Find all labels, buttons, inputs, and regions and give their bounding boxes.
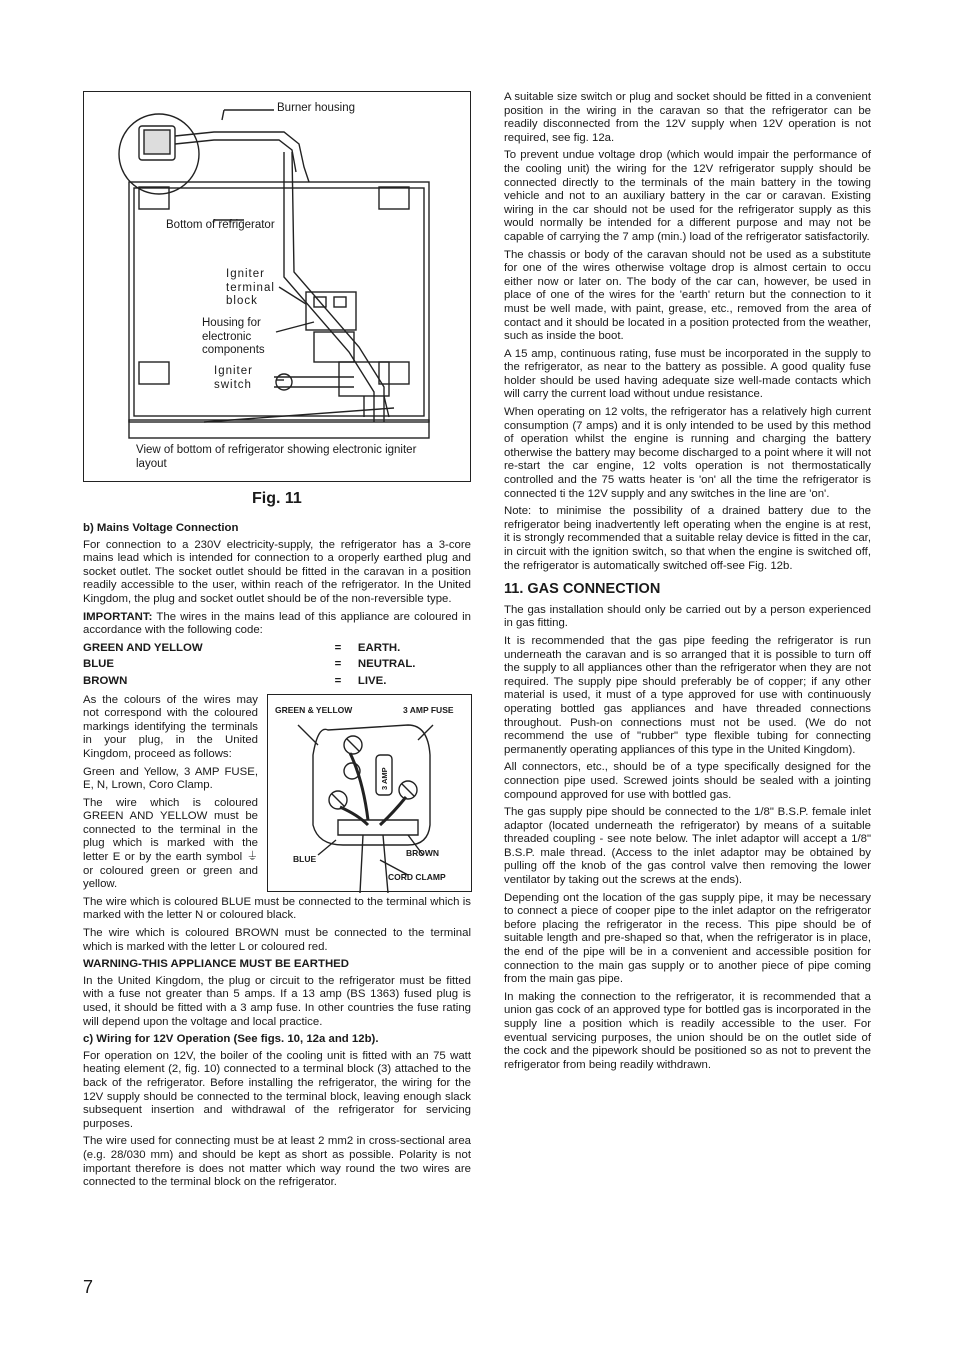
figure-11-diagram — [83, 91, 471, 482]
code-meaning: EARTH. — [357, 641, 401, 654]
right-column — [504, 91, 871, 1076]
code-colour: BROWN — [83, 674, 128, 687]
plug-label-brown: BROWN — [406, 847, 440, 858]
plug-label-fuse: 3 AMP FUSE — [403, 704, 454, 715]
plug-wiring-diagram — [267, 694, 472, 892]
code-colour: GREEN AND YELLOW — [83, 641, 203, 654]
plug-label-blue: BLUE — [293, 853, 317, 864]
right-paragraph-6: Note: to minimise the possibility of a drained battery due to the refrigerator being inadvertently left operating when the engine is at rest, it is strongly recommended that a suitable relay device is fitted in the car, in circuit with the ignition switch, so that when the engine is switched off, the refrigerator is automatically switched off-see Fig. 12b. — [504, 505, 871, 572]
gas-paragraph-5: Depending ont the location of the gas supply pipe, it may be necessary to connect a piece of cooper pipe to the inlet adaptor on the refrigerator before placing the refrigerator in the recess. This pipe should be of suitable length and pre-shaped so that, when the refrigerator is in place, the end of the pipe will be in a convenient and accessible position for connection to the main gas supply or to another piece of pipe coming from the main gas pipe. — [504, 891, 871, 986]
green-yellow-paragraph: The wire which is coloured GREEN AND YELLOW must be connected to the terminal in the plug which is marked with the letter E or by the earth symbol ⏚ or coloured green or green and yellow. — [83, 796, 258, 891]
important-paragraph — [83, 611, 471, 638]
earth-symbol-icon: ⏚ — [246, 851, 258, 864]
figure-view-caption: View of bottom of refrigerator showing electronic igniter layout — [136, 444, 417, 470]
right-paragraph-2: To prevent undue voltage drop (which would impair the performance of the cooling unit) the wiring for the 12V refrigerator supply should be connected directly to the terminals of the main battery in the towing vehicle and not to an auxiliary battery in the car or caravan. Existing wiring in the car should not be used for the refrigerator supply as this would normally be intended for a different purpose and may not be capable of carrying the 7 amp (min.) load of the refrigerator satisfactorily. — [504, 149, 871, 243]
colours-paragraph: As the colours of the wires may not correspond with the coloured markings identifying the terminals in your plug, in the United Kingdom, proceed as follows: — [83, 693, 258, 760]
mains-heading: b) Mains Voltage Connection — [83, 522, 239, 534]
code-meaning: LIVE. — [357, 674, 387, 687]
plug-label-cord-clamp: CORD CLAMP — [388, 871, 446, 882]
code-colour: BLUE — [83, 658, 115, 671]
blue-paragraph: The wire which is coloured BLUE must be connected to the terminal which is marked with the letter N or coloured black. — [83, 895, 471, 922]
label-igniter-switch: Igniter switch — [214, 365, 253, 391]
green-paragraph: Green and Yellow, 3 AMP FUSE, E, N, Lrown, Coro Clamp. — [83, 765, 258, 792]
table-row — [83, 675, 471, 692]
gas-paragraph-6: In making the connection to the refrigerator, it is recommended that a union gas cock of an approved type for bottled gas is incorporated in the supply line a position which is readily accessible to the user. For eventual servicing purposes, the union should be on the outlet side of the cock and the pipework should be positioned so as not to prevent the refrigerator from being readily withdrawn. — [504, 990, 871, 1071]
figure-caption: Fig. 11 — [252, 490, 302, 507]
plug-section — [83, 694, 471, 892]
brown-paragraph: The wire which is coloured BROWN must be connected to the terminal which is marked with the letter L or coloured red. — [83, 927, 471, 953]
right-paragraph-4: A 15 amp, continuous rating, fuse must be incorporated in the supply to the refrigerator, as near to the battery as possible. A good quality fuse holder should be used having adequate size well-made contacts which will carry the current load without undue resistance. — [504, 347, 871, 401]
gas-paragraph-3: All connectors, etc., should be of a type specifically designed for the connection pipe used. Screwed joints should be sealed with a jointing compound approved for use with bottled gas. — [504, 761, 871, 801]
gas-paragraph-4: The gas supply pipe should be connected to the 1/8" B.S.P. female inlet adaptor (located underneath the refrigerator) by means of a suitable threaded coupling - see note below. The inlet adaptor will accept a 1/8" B.S.P. male thread. (Access to the inlet adaptor may be obtained by pulling off the knob of the gas control valve then removing the lower ventilator by taking out the screws at the ends). — [504, 806, 871, 887]
important-label: IMPORTANT: — [83, 610, 153, 623]
plug-label-amp: 3 AMP — [380, 766, 389, 790]
12v-paragraph-1: For operation on 12V, the boiler of the cooling unit is fitted with an 75 watt heating element (2, fig. 10) connected to a terminal block (3) attached to the back of the refrigerator. Before installing the refrigerator, the wiring for the 12V supply should be connected to the terminal block, leaving enough slack subsequent insertion and withdrawal of the refrigerator for servicing purposes. — [83, 1049, 471, 1130]
code-eq: = — [334, 674, 342, 687]
warning-heading: WARNING-THIS APPLIANCE MUST BE EARTHED — [83, 958, 349, 971]
table-row — [83, 658, 471, 675]
gas-paragraph-1: The gas installation should only be carried out by a person experienced in gas fitting. — [504, 603, 871, 630]
label-housing-electronic: Housing for electronic components — [202, 317, 265, 356]
code-meaning: NEUTRAL. — [357, 658, 416, 671]
code-eq: = — [334, 641, 342, 654]
gas-paragraph-2: It is recommended that the gas pipe feeding the refrigerator is run underneath the caravan and is so arranged that it is possible to turn off the supply to all appliances other than the refrigerator when they are not required. The supply pipe should preferably be of copper; if any other material is used, it must of a type approved for use with continuously operating bottled gas appliances and have threaded connections throughout. Push-on connections must not be used. (We do not recommend the use of "rubber" type flexible tubing for connecting permanently operating appliances of this type in the United Kingdom). — [504, 634, 871, 756]
right-paragraph-5: When operating on 12 volts, the refrigerator has a relatively high current consumption (7 amps) and it is only intended to be used by this method of operation whilst the engine is running and charging the battery otherwise the battery may become discharged to a point where it will not re-start the car engine, 12 volts operation is not thermostatically controlled and the 75 watts heater is 'on' all the time the refrigerator is connected ti the 12V supply and any switches in the line are 'on'. — [504, 406, 871, 500]
wire-colour-code-table — [83, 642, 471, 692]
gas-connection-heading: 11. GAS CONNECTION — [504, 581, 661, 598]
right-paragraph-1: A suitable size switch or plug and socket should be fitted in a convenient position in the wiring in the caravan so that the refrigerator can be readily disconnected from the 12V supply when 12V operation is not required, see fig. 12a. — [504, 91, 871, 144]
code-eq: = — [334, 658, 342, 671]
12v-heading: c) Wiring for 12V Operation (See figs. 10, 12a and 12b). — [83, 1033, 379, 1046]
12v-paragraph-2: The wire used for connecting must be at least 2 mm2 in cross-sectional area (e.g. 28/030 mm) and should be kept as short as possible. Polarity is not important therefore is does not matter which way round the two wires are connected to the terminal block on the refrigerator. — [83, 1135, 471, 1189]
label-igniter-terminal-block: Igniter terminal block — [226, 268, 275, 307]
table-row — [83, 642, 471, 659]
page-number: 7 — [83, 1277, 94, 1297]
label-burner-housing: Burner housing — [277, 102, 355, 114]
plug-label-green-yellow: GREEN & YELLOW — [275, 704, 353, 715]
right-paragraph-3: The chassis or body of the caravan should not be used as a substitute for one of the wires otherwise voltage drop is almost certain to occu either now or later on. The body of the car can, however, be used in place of one of the wires for the 'earth' return but the connection to it must be well made, with paint, grease, etc., removed from the area of contact and it should be located in a position protected from the weather, such as inside the boot. — [504, 248, 871, 343]
label-bottom-of-refrigerator: Bottom of refrigerator — [166, 219, 275, 231]
uk-paragraph: In the United Kingdom, the plug or circuit to the refrigerator must be fitted with a fuse not greater than 5 amps. If a 13 amp (BS 1363) fused plug is used, it should be fitted with a 3 amp fuse. In other countries the fuse rating will depend upon the voltage and local practice. — [83, 974, 471, 1028]
important-text: The wires in the mains lead of this appliance are coloured in accordance with the following code: — [83, 610, 471, 637]
left-column — [83, 522, 471, 1194]
mains-paragraph: For connection to a 230V electricity-supply, the refrigerator has a 3-core mains lead which is intended for connection to a oroperly earthed plug and socket outlet. The socket outlet should be fitted in the caravan in a position readily accessible to the user, within reach of the refrigerator. In the United Kingdom, the plug and socket outlet should be of the non-reversible type. — [83, 538, 471, 605]
